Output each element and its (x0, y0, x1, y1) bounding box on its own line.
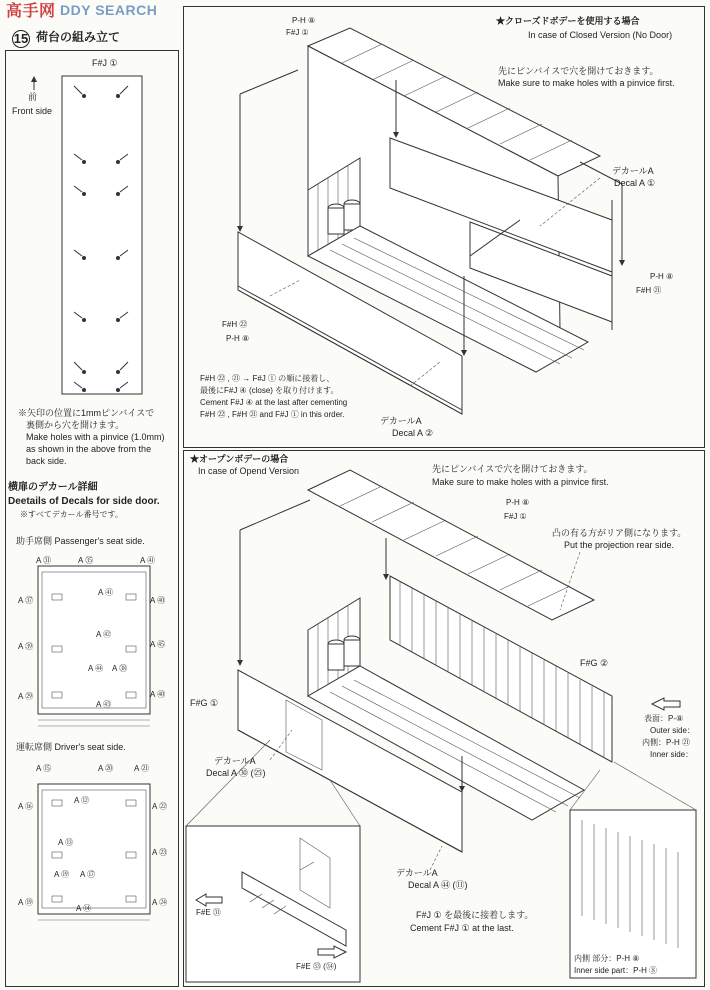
open-inset-jp: 内側 部分：P-H ⑧ (574, 954, 640, 963)
pl-a38: A ㊳ (112, 664, 128, 673)
pl-a29: A ㉙ (18, 692, 34, 701)
passenger-caption: 助手席側 Passenger's seat side. (16, 536, 145, 546)
open-inset-en: Inner side part：P-H ⑧ (574, 966, 658, 975)
open-decal-a30-jp: デカールA (214, 756, 256, 766)
open-top-ph8: P-H ⑧ (506, 498, 530, 507)
front-label-en: Front side (12, 106, 53, 116)
pl-a41b: A ㊶ (98, 588, 114, 597)
open-top-fj1: F#J ① (504, 512, 527, 521)
open-inner-en: Inner side： (650, 750, 694, 759)
dl-a16: A ⑯ (18, 802, 34, 811)
pl-a40b: A ㊵ (150, 690, 166, 699)
dl-a17: A ⑰ (80, 870, 96, 879)
dl-a19a: A ⑲ (54, 870, 70, 879)
closed-right-fh21: F#H ㉑ (636, 286, 662, 295)
open-title-jp: ★オープンボデーの場合 (190, 454, 289, 464)
closed-top-label-fj1: F#J ① (286, 28, 309, 37)
note-line-1: ※矢印の位置に1mmピンバイスで (18, 408, 155, 418)
open-decal-a30-en: Decal A ㉚ (㉕) (206, 768, 266, 778)
open-outer-en: Outer side： (650, 726, 695, 735)
decals-heading-jp: 横扉のデカール詳細 (8, 482, 98, 493)
closed-left-ph8: P-H ⑧ (226, 334, 250, 343)
note-line-2: 裏側から穴を開けます。 (26, 420, 125, 430)
open-decal-a44-jp: デカールA (396, 868, 438, 878)
dl-a22: A ㉒ (152, 802, 168, 811)
pl-a43: A ㊸ (96, 700, 112, 709)
watermark-logo: 高手网 (6, 3, 56, 20)
open-outer-jp: 表面：P-⑧ (644, 714, 684, 723)
pl-a42: A ㊷ (96, 630, 112, 639)
front-label-jp: 前 (28, 92, 38, 102)
dl-a20: A ⑳ (98, 764, 114, 773)
dl-a23: A ㉓ (152, 848, 168, 857)
closed-cement-4: F#H ㉒ , F#H ㉑ and F#J ① in this order. (200, 410, 345, 419)
dl-a24: A ㉔ (152, 898, 168, 907)
open-projection-jp: 凸の有る方がリア側になります。 (552, 528, 687, 538)
open-fg2-label: F#G ② (580, 658, 609, 668)
pl-a31: A ㉛ (36, 556, 52, 565)
pl-a39: A ㊴ (18, 642, 34, 651)
dl-a15: A ⑮ (36, 764, 52, 773)
closed-right-ph8: P-H ⑧ (650, 272, 674, 281)
pl-a45: A ㊺ (150, 640, 166, 649)
open-fe33: F#E ㉝ (㉞) (296, 962, 337, 971)
dl-a12: A ⑫ (74, 796, 90, 805)
step-number: 15 (13, 31, 29, 46)
pl-a40: A ㊵ (150, 596, 166, 605)
closed-title-en: In case of Closed Version (No Door) (528, 30, 673, 40)
decals-note: ※すべてデカール番号です。 (20, 510, 123, 519)
floor-part-label: F#J ① (92, 58, 118, 68)
open-inner-jp: 内側：P-H ㉑ (642, 738, 690, 747)
open-hole-en: Make sure to make holes with a pinvice first. (432, 477, 609, 487)
closed-decal-a1-jp: デカールA (612, 166, 654, 176)
open-hole-jp: 先にピンバイスで穴を開けておきます。 (432, 464, 593, 474)
open-last-jp: F#J ① を最後に接着します。 (416, 910, 534, 920)
dl-a13: A ⑬ (58, 838, 74, 847)
closed-hole-jp: 先にピンバイスで穴を開けておきます。 (498, 66, 659, 76)
pl-a32: A ㊲ (18, 596, 34, 605)
step-title: 荷台の組み立て (36, 30, 121, 44)
closed-cement-3: Cement F#J ④ at the last after cementing (200, 398, 348, 407)
note-line-5: back side. (26, 456, 67, 466)
pl-a37: A ㊹ (88, 664, 104, 673)
closed-top-label-ph8: P-H ⑧ (292, 16, 316, 25)
note-line-3: Make holes with a pinvice (1.0mm) (26, 432, 165, 442)
closed-decal-a2-en: Decal A ② (392, 428, 434, 438)
closed-hole-en: Make sure to make holes with a pinvice first. (498, 78, 675, 88)
open-projection-en: Put the projection rear side. (564, 540, 675, 550)
driver-caption: 運転席側 Driver's seat side. (16, 742, 126, 752)
closed-decal-a2-jp: デカールA (380, 416, 422, 426)
closed-decal-a1-en: Decal A ① (614, 178, 656, 188)
open-fg1-label: F#G ① (190, 698, 219, 708)
open-decal-a44-en: Decal A ㊹ (⑪) (408, 880, 468, 890)
open-title-en: In case of Opend Version (198, 466, 300, 476)
watermark-site: DDY SEARCH (60, 2, 158, 18)
dl-a14: A ⑭ (76, 904, 92, 913)
note-line-4: as shown in the above from the (26, 444, 152, 454)
open-fe31: F#E ㉛ (196, 908, 221, 917)
pl-a41: A ㊶ (140, 556, 156, 565)
dl-a19b: A ⑲ (18, 898, 34, 907)
dl-a21: A ㉑ (134, 764, 150, 773)
pl-a35: A ㉟ (78, 556, 94, 565)
closed-title-jp: ★クローズドボデーを使用する場合 (496, 16, 640, 26)
closed-left-fh22: F#H ㉒ (222, 320, 248, 329)
decals-heading-en: Deetails of Decals for side door. (8, 496, 160, 507)
open-last-en: Cement F#J ① at the last. (410, 923, 514, 933)
closed-cement-2: 最後にF#J ④ (close) を取り付けます。 (200, 386, 339, 395)
closed-cement-1: F#H ㉒ , ㉑ → F#J ① の順に接着し、 (200, 374, 335, 383)
